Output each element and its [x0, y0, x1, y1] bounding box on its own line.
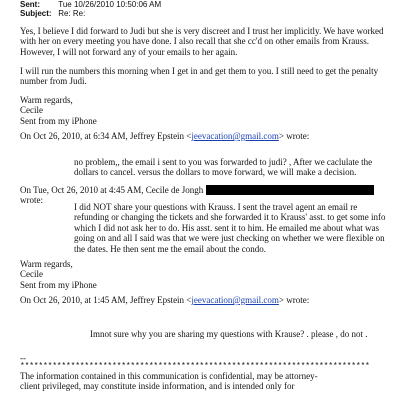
quote-header-text: On Tue, Oct 26, 2010 at 4:45 AM, Cecile de Jongh	[20, 185, 204, 195]
signature-device: Sent from my iPhone	[20, 279, 97, 290]
quoted-message-2: I did NOT share your questions with Krauss. I sent the travel agent an email re refunding or changing the tickets and she forwarded it to Krauss' asst. to get some info which I did not ask her to do. His asst. sent it to him. He emailed me about what was going on and all I said was that we were just checking on whether we were flexible on the dates. He then sent me the email about the condo.	[74, 202, 386, 254]
quote-header-text: On Oct 26, 2010, at 6:34 AM, Jeffrey Epstein <	[20, 131, 192, 141]
signature-dash: --	[20, 353, 26, 363]
quote-header-text: > wrote:	[278, 295, 310, 305]
reply-paragraph-1: Yes, I believe I did forward to Judi but she is very discreet and I trust her implicitly. We have worked with her on every meeting you have done. I also recall that she cc'd on other emails from Krauss. However, I will not forward any of your emails to her again.	[20, 26, 384, 57]
quoted-message-1: no problem,, the email i sent to you was forwarded to judi? , After we caclulate the dollars to cancel. versus the dollars to move forward, we will make a decision.	[74, 157, 373, 178]
reply-paragraph-2: I will run the numbers this morning when I get in and get them to you. I still need to get the penalty number from Judi.	[20, 66, 379, 87]
quoted-message-3: Imnot sure why you are sharing my questions with Krause? . please , do not .	[90, 329, 368, 339]
redaction-bar	[206, 185, 374, 195]
email-link[interactable]: jeevacation@gmail.com	[191, 131, 279, 141]
quote-header-3	[20, 295, 390, 305]
quote-header-text: On Oct 26, 2010, at 1:45 AM, Jeffrey Epstein <	[20, 295, 192, 305]
signature-name: Cecile	[20, 269, 43, 280]
subject-value: Re: Re:	[58, 9, 86, 18]
quote-header-text: wrote:	[20, 195, 43, 206]
sent-label: Sent:	[20, 0, 40, 9]
subject-label: Subject:	[20, 9, 52, 18]
sent-row	[20, 0, 161, 9]
email-link[interactable]: jeevacation@gmail.com	[191, 295, 279, 305]
sent-value: Tue 10/26/2010 10:50:06 AM	[58, 0, 162, 9]
quote-header-1	[20, 131, 390, 141]
signature-1	[20, 95, 390, 126]
subject-row	[20, 9, 85, 18]
signature-closing: Warm regards,	[20, 259, 73, 269]
signature-2	[20, 259, 390, 290]
signature-closing: Warm regards,	[20, 95, 73, 105]
signature-device: Sent from my iPhone	[20, 115, 97, 126]
quote-header-text: > wrote:	[278, 131, 310, 141]
confidentiality-disclaimer: The information contained in this communication is confidential, may be attorney-client privileged, may constitute inside information, and is intended only for	[20, 371, 318, 392]
asterisk-separator: ****************************************************************************	[20, 362, 370, 371]
signature-name: Cecile	[20, 105, 43, 116]
